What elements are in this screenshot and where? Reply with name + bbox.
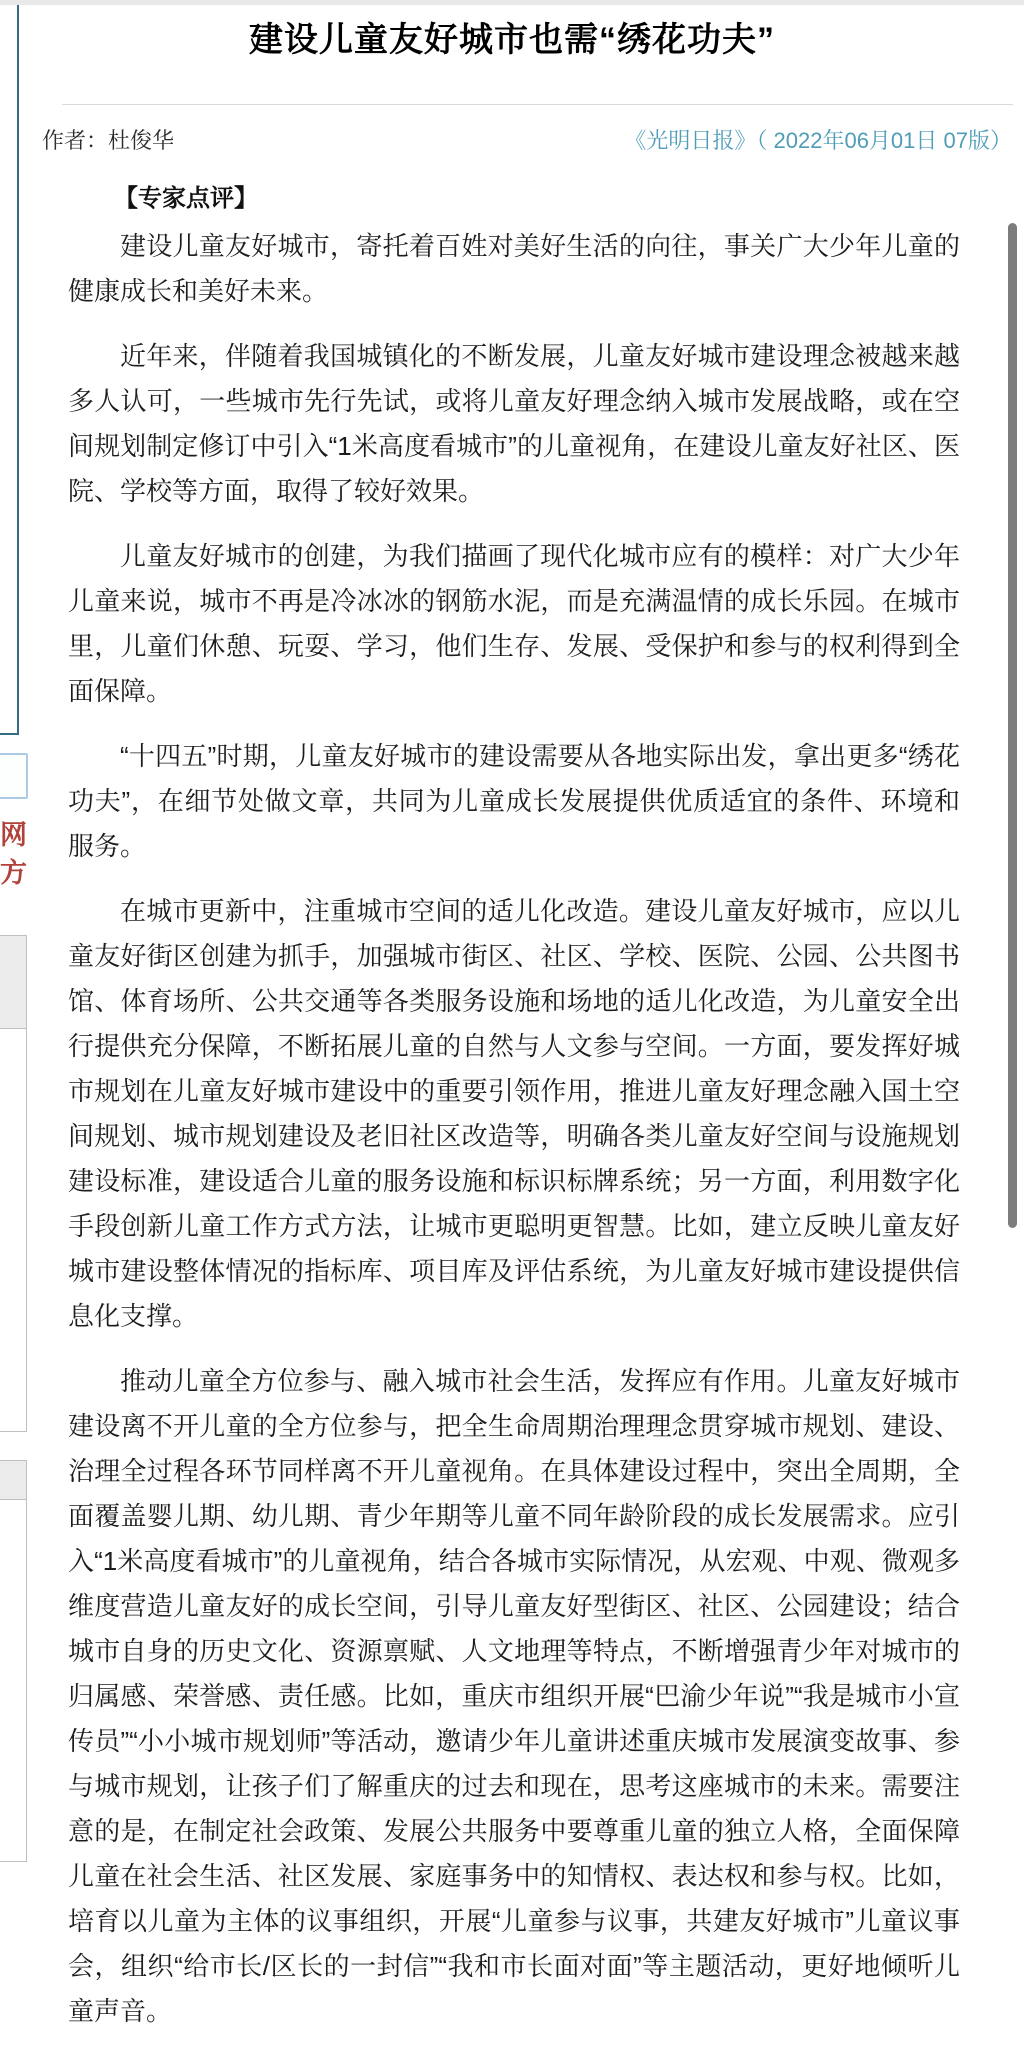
paragraph-1: 建设儿童友好城市，寄托着百姓对美好生活的向往，事关广大少年儿童的健康成长和美好未来。 — [68, 231, 960, 306]
left-edge-text-fragment-fang: 方 — [0, 858, 27, 888]
section-heading: 【专家点评】 — [114, 185, 258, 212]
author-label: 作者：杜俊华 — [42, 128, 175, 153]
left-edge-card-fragment-2 — [0, 1460, 27, 1862]
article-body — [68, 224, 960, 2054]
left-edge-card-2-header — [0, 1461, 26, 1500]
paragraph-2: 近年来，伴随着我国城镇化的不断发展，儿童友好城市建设理念被越来越多人认可，一些城市先行先试，或将儿童友好理念纳入城市发展战略，或在空间规划制定修订中引入“1米高度看城市”的儿童视角，在建设儿童友好社区、医院、学校等方面，取得了较好效果。 — [68, 341, 960, 506]
paragraph-4: “十四五”时期，儿童友好城市的建设需要从各地实际出发，拿出更多“绣花功夫”，在细节处做文章，共同为儿童成长发展提供优质适宜的条件、环境和服务。 — [68, 741, 960, 861]
left-edge-blue-box-fragment — [0, 753, 28, 799]
source-publication-link[interactable]: 《光明日报》（ 2022年06月01日 07版） — [624, 128, 1012, 153]
header-divider — [62, 104, 1013, 105]
vertical-scrollbar-thumb[interactable] — [1008, 223, 1017, 1228]
left-edge-text-fragment-wang: 网 — [0, 820, 27, 850]
paragraph-5: 在城市更新中，注重城市空间的适儿化改造。建设儿童友好城市，应以儿童友好街区创建为抓手，加强城市街区、社区、学校、医院、公园、公共图书馆、体育场所、公共交通等各类服务设施和场地的适儿化改造，为儿童安全出行提供充分保障，不断拓展儿童的自然与人文参与空间。一方面，要发挥好城市规划在儿童友好城市建设中的重要引领作用，推进儿童友好理念融入国土空间规划、城市规划建设及老旧社区改造等，明确各类儿童友好空间与设施规划建设标准，建设适合儿童的服务设施和标识标牌系统；另一方面，利用数字化手段创新儿童工作方式方法，让城市更聪明更智慧。比如，建立反映儿童友好城市建设整体情况的指标库、项目库及评估系统，为儿童友好城市建设提供信息化支撑。 — [68, 896, 960, 1331]
paragraph-6: 推动儿童全方位参与、融入城市社会生活，发挥应有作用。儿童友好城市建设离不开儿童的全方位参与，把全生命周期治理理念贯穿城市规划、建设、治理全过程各环节同样离不开儿童视角。在具体建设过程中，突出全周期，全面覆盖婴儿期、幼儿期、青少年期等儿童不同年龄阶段的成长发展需求。应引入“1米高度看城市”的儿童视角，结合各城市实际情况，从宏观、中观、微观多维度营造儿童友好的成长空间，引导儿童友好型街区、社区、公园建设；结合城市自身的历史文化、资源禀赋、人文地理等特点，不断增强青少年对城市的归属感、荣誉感、责任感。比如，重庆市组织开展“巴渝少年说”“我是城市小宣传员”“小小城市规划师”等活动，邀请少年儿童讲述重庆城市发展演变故事、参与城市规划，让孩子们了解重庆的过去和现在，思考这座城市的未来。需要注意的是，在制定社会政策、发展公共服务中要尊重儿童的独立人格，全面保障儿童在社会生活、社区发展、家庭事务中的知情权、表达权和参与权。比如，培育以儿童为主体的议事组织，开展“儿童参与议事，共建友好城市”儿童议事会，组织“给市长/区长的一封信”“我和市长面对面”等主题活动，更好地倾听儿童声音。 — [68, 1366, 960, 2026]
article-title: 建设儿童友好城市也需“绣花功夫” — [249, 21, 775, 59]
left-edge-card-fragment-1 — [0, 935, 27, 1432]
byline-row — [42, 124, 1012, 155]
left-edge-card-1-header — [0, 936, 26, 1029]
left-panel-border-vertical — [17, 5, 19, 735]
paragraph-3: 儿童友好城市的创建，为我们描画了现代化城市应有的模样：对广大少年儿童来说，城市不再是冷冰冰的钢筋水泥，而是充满温情的成长乐园。在城市里，儿童们休憩、玩耍、学习，他们生存、发展、受保护和参与的权利得到全面保障。 — [68, 541, 960, 706]
left-panel-border-corner — [0, 733, 19, 735]
window-top-strip — [0, 0, 1024, 5]
